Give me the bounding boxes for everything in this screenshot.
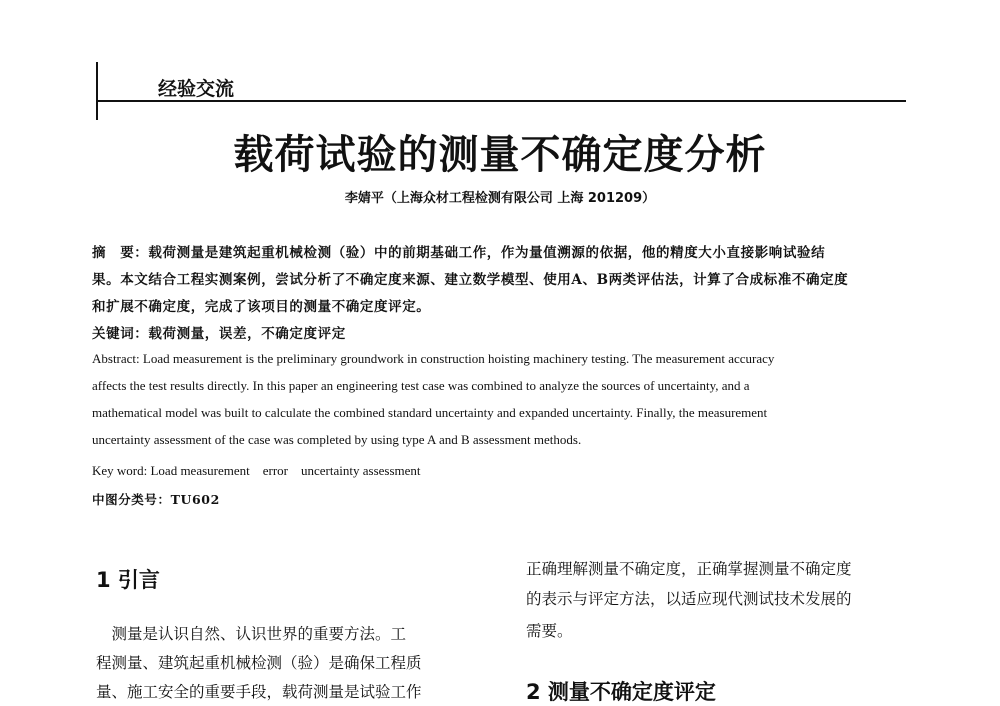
header-vertical-rule xyxy=(96,62,98,120)
abstract-en-line: uncertainty assessment of the case was completed by using type A and B assessment methods. xyxy=(92,432,582,447)
body-line: 需要。 xyxy=(526,622,573,640)
body-line: 量、施工安全的重要手段，载荷测量是试验工作 xyxy=(96,683,422,701)
body-line: 正确理解测量不确定度，正确掌握测量不确定度 xyxy=(526,560,852,578)
section-tag: 经验交流 xyxy=(158,78,235,100)
abstract-cn-line: 果。本文结合工程实测案例，尝试分析了不确定度来源、建立数学模型、使用A、B两类评估法，计算了合成标准不确定度 xyxy=(92,272,849,288)
abstract-en-line: Abstract: Load measurement is the preliminary groundwork in construction hoisting machinery testing. The measurement accuracy xyxy=(92,351,775,366)
section-heading-evaluation: 2 测量不确定度评定 xyxy=(526,680,716,704)
abstract-en-line: mathematical model was built to calculate the combined standard uncertainty and expanded uncertainty. Finally, the measurement xyxy=(92,405,768,420)
keywords-cn: 关键词：载荷测量，误差，不确定度评定 xyxy=(92,326,346,342)
author-line: 李婧平（上海众材工程检测有限公司 上海 201209） xyxy=(344,191,656,206)
abstract-cn-line: 和扩展不确定度，完成了该项目的测量不确定度评定。 xyxy=(92,299,431,315)
section-heading-intro: 1 引言 xyxy=(96,568,160,592)
classification-number: 中图分类号：TU602 xyxy=(92,492,220,507)
keywords-en: Key word: Load measurement error uncertainty assessment xyxy=(92,463,421,478)
body-line: 程测量、建筑起重机械检测（验）是确保工程质 xyxy=(96,654,422,672)
abstract-en-line: affects the test results directly. In this paper an engineering test case was combined to analyze the sources of uncertainty, and a xyxy=(92,378,750,393)
body-line: 测量是认识自然、认识世界的重要方法。工 xyxy=(96,625,407,643)
body-line: 的表示与评定方法，以适应现代测试技术发展的 xyxy=(526,590,852,608)
abstract-cn-line: 摘 要：载荷测量是建筑起重机械检测（验）中的前期基础工作，作为量值溯源的依据，他的精度大小直接影响试验结 xyxy=(92,245,826,261)
article-title: 载荷试验的测量不确定度分析 xyxy=(233,132,767,178)
